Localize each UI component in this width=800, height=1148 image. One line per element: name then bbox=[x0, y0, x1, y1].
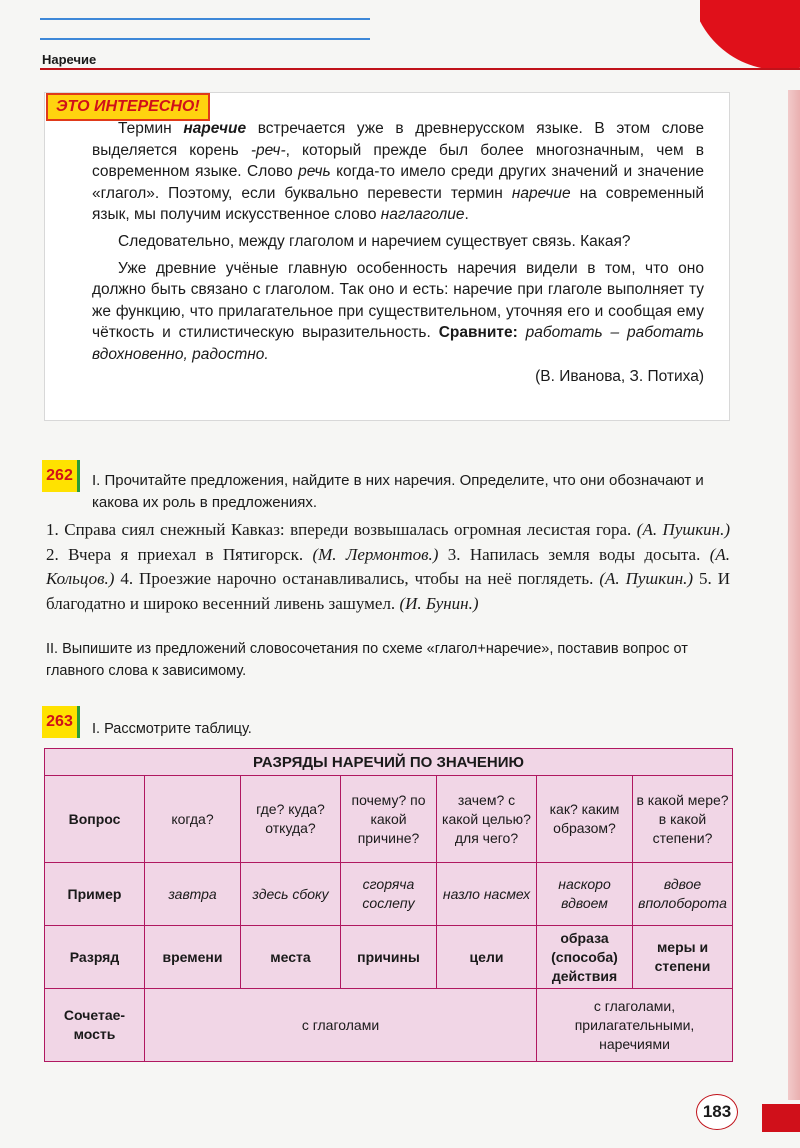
footer-band bbox=[762, 1104, 800, 1132]
page-number: 183 bbox=[696, 1094, 738, 1130]
category-cell: времени bbox=[145, 926, 241, 989]
question-cell: почему? по какой причине? bbox=[341, 776, 437, 863]
table-row bbox=[45, 989, 733, 1062]
exercise-262-task-1: I. Прочитайте предложения, найдите в них наречия. Определите, что они обозначают и какова их роль в предложениях. bbox=[92, 472, 704, 511]
example-cell: наскоро вдвоем bbox=[537, 863, 633, 926]
header-rule bbox=[40, 68, 800, 70]
interest-paragraph-2: Следовательно, между глаголом и наречием существует связь. Какая? bbox=[118, 232, 631, 250]
category-cell: меры и степени bbox=[633, 926, 733, 989]
exercise-number-262: 262 bbox=[42, 460, 80, 492]
question-cell: зачем? с какой целью? для чего? bbox=[437, 776, 537, 863]
example-cell: вдвое вполоборота bbox=[633, 863, 733, 926]
category-cell: образа (способа) действия bbox=[537, 926, 633, 989]
row-label-example: Пример bbox=[45, 863, 145, 926]
compatibility-verbs-cell: с глаголами bbox=[145, 989, 537, 1062]
category-cell: места bbox=[241, 926, 341, 989]
question-cell: когда? bbox=[145, 776, 241, 863]
row-label-compatibility: Сочетае-мость bbox=[45, 989, 145, 1062]
category-cell: причины bbox=[341, 926, 437, 989]
category-cell: цели bbox=[437, 926, 537, 989]
table-row bbox=[45, 926, 733, 989]
example-cell: завтра bbox=[145, 863, 241, 926]
row-label-category: Разряд bbox=[45, 926, 145, 989]
exercise-262-sentences: 1. Справа сиял снежный Кавказ: впереди возвышалась огромная лесистая гора. (А. Пушкин.) 2. Вчера я приехал в Пятигорск. (М. Лермонтов.) 3. Напилась земля воды досыта. (А. Кольцов.) 4. Проезжие нарочно останавливались, чтобы на неё поглядеть. (А. Пушкин.) 5. И благодатно и широко весенний ливень зашумел. (И. Бунин.) bbox=[46, 520, 731, 613]
interest-paragraph-3: Уже древние учёные главную особенность наречия видели в том, что оно должно быть связано с глаголом. Так оно и есть: наречие при глаголе выполняет ту же функцию, что прилагательное при существительном, уточняя его и сообщая ему чёткость и стилистическую выразительность. Сравните: работать – работать вдохновенно, радостно. bbox=[92, 259, 704, 363]
section-title: Наречие bbox=[42, 52, 97, 67]
interest-text bbox=[92, 118, 704, 387]
exercise-number-263: 263 bbox=[42, 706, 80, 738]
table-row bbox=[45, 863, 733, 926]
header-lines bbox=[40, 0, 370, 40]
example-cell: сгоряча сослепу bbox=[341, 863, 437, 926]
compatibility-other-cell: с глаголами, прилагательными, наречиями bbox=[537, 989, 733, 1062]
table-row bbox=[45, 776, 733, 863]
question-cell: как? каким образом? bbox=[537, 776, 633, 863]
interest-source: (В. Иванова, З. Потиха) bbox=[535, 367, 704, 385]
interest-paragraph-1: Термин наречие встречается уже в древнерусском языке. В этом слове выделяется корень -реч-, который прежде был более многозначным, чем в современном языке. Слово речь когда-то имело среди других значений и значение «глагол». Поэтому, если буквально перевести термин наречие на современный язык, мы получим искусственное слово наглаголие. bbox=[92, 120, 704, 224]
table-title: РАЗРЯДЫ НАРЕЧИЙ ПО ЗНАЧЕНИЮ bbox=[45, 749, 733, 776]
interest-badge: ЭТО ИНТЕРЕСНО! bbox=[46, 93, 210, 121]
corner-decoration bbox=[700, 0, 800, 85]
margin-band bbox=[788, 90, 800, 1100]
row-label-question: Вопрос bbox=[45, 776, 145, 863]
example-cell: здесь сбоку bbox=[241, 863, 341, 926]
example-cell: назло насмех bbox=[437, 863, 537, 926]
exercise-262-task-2: II. Выпишите из предложений словосочетания по схеме «глагол+наречие», поставив вопрос от главного слова к зависимому. bbox=[46, 641, 688, 679]
question-cell: где? куда? откуда? bbox=[241, 776, 341, 863]
question-cell: в какой мере? в какой степени? bbox=[633, 776, 733, 863]
exercise-263-task-1: I. Рассмотрите таблицу. bbox=[92, 721, 252, 737]
adverb-categories-table bbox=[44, 748, 733, 1062]
